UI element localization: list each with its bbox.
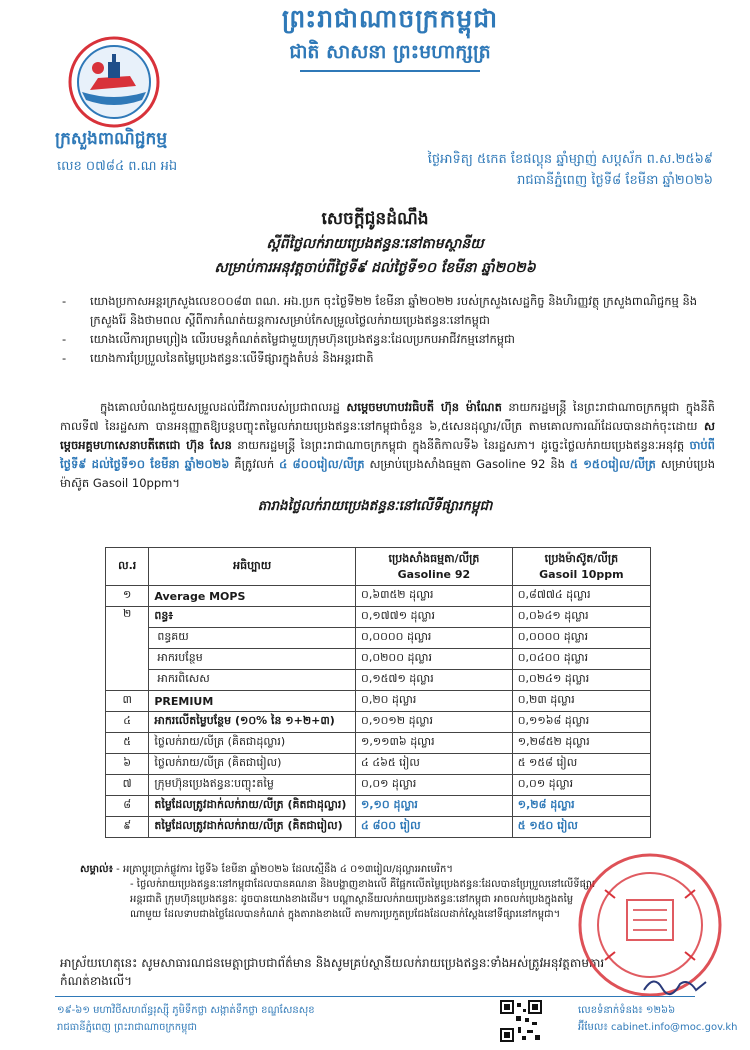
para-text: នាយករដ្ឋមន្ត្រី នៃព្រះរាជាណាចក្រកម្ពុជា ក្នុងនីតិកាលទី៦ នៃរដ្ឋសភា។ ដូច្នេះថ្លៃលក់រាយប្រេងឥន្ធនៈអនុវត្ត [231, 438, 690, 452]
reference-item: - យោងប្រកាសអន្តរក្រសួងលេខ០០៨៣ ពណ. អឯ.ប្រក ចុះថ្ងៃទី២២ ខែមីនា ឆ្នាំ២០២២ របស់ក្រសួងសេដ្ឋកិច្ច និងហិរញ្ញវត្ថុ ក្រសួងពាណិជ្ជកម្ម និងក្រសួងរ៉ែ និងថាមពល ស្តីពីការកំណត់យន្តការសម្រាប់កែសម្រួលថ្លៃលក់រាយប្រេងឥន្ធនៈនៅកម្ពុជា [60, 292, 715, 330]
row-gasoline: ០,០២០០ ដុល្លារ [356, 649, 513, 670]
notes-section [80, 862, 600, 922]
row-diesel: ០,១១៦៨ ដុល្លារ [512, 712, 650, 733]
para-period-highlight: ចាប់ពីថ្ងៃទី៩ ដល់ថ្ងៃទី១០ ខែមីនា ឆ្នាំ២០២៦ [60, 438, 715, 471]
row-desc: ពន្ធគយ [149, 628, 356, 649]
table-row [106, 649, 651, 670]
notice-subtitle-1: ស្តីពីថ្លៃលក់រាយប្រេងឥន្ធនៈនៅតាមស្ថានីយ [266, 236, 484, 252]
table-row [106, 586, 651, 607]
table-row [106, 712, 651, 733]
notice-title: សេចក្តីជូនដំណឹង [321, 209, 429, 229]
reference-list [60, 292, 715, 368]
motto-heading: ជាតិ សាសនា ព្រះមហាក្សត្រ [289, 41, 491, 63]
diesel-header-sub: Gasoil 10ppm [539, 568, 624, 581]
col-header-desc: អធិប្បាយ [149, 548, 356, 586]
lunar-date: ថ្ងៃអាទិត្យ ៥កេត ខែផល្គុន ឆ្នាំម្សាញ់ សប្តស័ក ព.ស.២៥៦៩ [427, 152, 713, 167]
price-table [105, 547, 651, 838]
row-no: ៧ [106, 775, 149, 796]
row-desc: អាករលើតម្លៃបន្ថែម (១០% នៃ ១+២+៣) [149, 712, 356, 733]
notice-subtitle-2: សម្រាប់ការអនុវត្តចាប់ពីថ្ងៃទី៩ ដល់ថ្ងៃទី១០ ខែមីនា ឆ្នាំ២០២៦ [214, 260, 536, 276]
col-header-no: ល.រ [106, 548, 149, 586]
table-row [106, 733, 651, 754]
para-text: សម្រាប់ប្រេងសាំងធម្មតា Gasoline 92 និង [364, 457, 570, 471]
footer-address-2: រាជធានីភ្នំពេញ ព្រះរាជាណាចក្រកម្ពុជា [57, 1022, 197, 1033]
notes-label: សម្គាល់៖ [80, 864, 113, 875]
row-diesel: ១,២៨៥២ ដុល្លារ [512, 733, 650, 754]
row-gasoline: ០,០១ ដុល្លារ [356, 775, 513, 796]
footer-address-1: ១៩-៦១ មហាវិថីសហព័ន្ធរុស្ស៊ី ភូមិទឹកថ្លា សង្កាត់ទឹកថ្លា ខណ្ឌសែនសុខ [57, 1005, 315, 1016]
solar-date: រាជធានីភ្នំពេញ ថ្ងៃទី៨ ខែមីនា ឆ្នាំ២០២៦ [517, 173, 713, 188]
row-desc: អាករបន្ថែម [149, 649, 356, 670]
reference-item: - យោងការប្រែប្រួលនៃតម្លៃប្រេងឥន្ធនៈលើទីផ្សារក្នុងតំបន់ និងអន្តរជាតិ [60, 349, 715, 368]
row-gasoline: ១,១១៣៦ ដុល្លារ [356, 733, 513, 754]
table-row [106, 607, 651, 628]
closing-statement: អាស្រ័យហេតុនេះ សូមសាធារណជនមេត្តាជ្រាបជាព័ត៌មាន និងសូមគ្រប់ស្ថានីយលក់រាយប្រេងឥន្ធនៈទាំងអស់ត្រូវអនុវត្តតាមការកំណត់ខាងលើ។ [60, 956, 605, 988]
row-diesel: ១,២៨ ដុល្លារ [512, 796, 650, 817]
header-divider [300, 70, 480, 72]
note-item: - ថ្លៃលក់រាយប្រេងឥន្ធនៈនៅកម្ពុជាដែលបានគណនា និងបង្ហាញខាងលើ គឺផ្អែកលើតម្លៃប្រេងឥន្ធនៈដែលបានប្រែប្រួលនៅលើទីផ្សារអន្តរជាតិ ក្រុមហ៊ុនប្រេងឥន្ធនៈ ដូចបានយោងខាងដើម។ បណ្តាស្ថានីយលក់រាយប្រេងឥន្ធនៈនៅកម្ពុជា អាចលក់ប្រេងក្នុងតម្លៃណាមួយ ដែលទាបជាងថ្លៃដែលបានកំណត់ ក្នុងតារាងខាងលើ តាមការប្រកួតប្រជែងដែលដាក់ស្តែងនៅទីផ្សារនៅកម្ពុជា។ [130, 879, 596, 920]
ministry-logo-icon [68, 36, 160, 128]
row-no: ២ [106, 607, 149, 691]
row-desc: ក្រុមហ៊ុនប្រេងឥន្ធនៈបញ្ចុះតម្លៃ [149, 775, 356, 796]
row-desc: តម្លៃដែលត្រូវដាក់លក់រាយ/លីត្រ (គិតជាដុល្លារ) [149, 796, 356, 817]
para-text: សម្រាប់ប្រេងម៉ាស៊ូត Gasoil 10ppm។ [60, 457, 715, 490]
footer-divider [55, 996, 695, 997]
announcement-paragraph [60, 398, 715, 493]
diesel-header-label: ប្រេងម៉ាស៊ូត/លីត្រ [544, 552, 619, 565]
row-gasoline: ០,២០ ដុល្លារ [356, 691, 513, 712]
row-diesel: ០,០០០០ ដុល្លារ [512, 628, 650, 649]
kingdom-heading: ព្រះរាជាណាចក្រកម្ពុជា [281, 4, 499, 33]
row-diesel: ០,០៤០០ ដុល្លារ [512, 649, 650, 670]
reference-item: - យោងលើការព្រមព្រៀង លើរបមន្តកំណត់តម្លៃជាមួយក្រុមហ៊ុនប្រេងឥន្ធនៈដែលប្រកបអាជីវកម្មនៅកម្ពុជា [60, 330, 715, 349]
row-diesel: ០,០១ ដុល្លារ [512, 775, 650, 796]
row-diesel: ៥ ១៥០ រៀល [512, 817, 650, 838]
row-gasoline: ០,១៧៧១ ដុល្លារ [356, 607, 513, 628]
table-row [106, 670, 651, 691]
para-text: នាយករដ្ឋមន្ត្រី នៃព្រះរាជាណាចក្រកម្ពុជា ក្នុងនីតិកាលទី៧ នៃរដ្ឋសភា បានអនុញ្ញាតឱ្យបន្តបញ្ចុះតម្លៃលក់រាយប្រេងឥន្ធនៈនៅកម្ពុជាចំនួន ៦,៥សេនដុល្លារ/លីត្រ តាមគោលការណ៍ដែលបានដាក់ចុះដោយ [60, 400, 715, 433]
row-no: ៨ [106, 796, 149, 817]
footer-email[interactable]: អ៊ីមែល៖ cabinet.info@moc.gov.kh [578, 1022, 738, 1033]
row-desc: អាករពិសេស [149, 670, 356, 691]
para-gasoline-price: ៤ ៨០០រៀល/លីត្រ [279, 457, 365, 471]
row-diesel: ០,០៦៤១ ដុល្លារ [512, 607, 650, 628]
row-no: ៦ [106, 754, 149, 775]
qr-code-icon [500, 1000, 542, 1042]
row-no: ៣ [106, 691, 149, 712]
row-diesel: ០,២៣ ដុល្លារ [512, 691, 650, 712]
row-no: ៤ [106, 712, 149, 733]
para-diesel-price: ៥ ១៥០រៀល/លីត្រ [569, 457, 656, 471]
row-no: ១ [106, 586, 149, 607]
row-gasoline: ៤ ៨០០ រៀល [356, 817, 513, 838]
table-row [106, 817, 651, 838]
row-gasoline: ៤ ៤៦៥ រៀល [356, 754, 513, 775]
table-row [106, 775, 651, 796]
ministry-name: ក្រសួងពាណិជ្ជកម្ម [55, 129, 168, 149]
row-gasoline: ០,១៥៧១ ដុល្លារ [356, 670, 513, 691]
row-desc: តម្លៃដែលត្រូវដាក់លក់រាយ/លីត្រ (គិតជារៀល) [149, 817, 356, 838]
row-gasoline: ០,១០១២ ដុល្លារ [356, 712, 513, 733]
para-text: ក្នុងគោលបំណងជួយសម្រួលដល់ជីវភាពរបស់ប្រជាពលរដ្ឋ [100, 400, 347, 414]
row-diesel: ៥ ១៥៨ រៀល [512, 754, 650, 775]
row-desc: ថ្លៃលក់រាយ/លីត្រ (គិតជាដុល្លារ) [149, 733, 356, 754]
signature-icon [640, 972, 710, 998]
row-desc: ពន្ធ៖ [149, 607, 356, 628]
row-desc: Average MOPS [149, 586, 356, 607]
reference-number: លេខ ០៧៨៤ ព.ណ អឯ [57, 159, 178, 174]
gasoline-header-sub: Gasoline 92 [397, 568, 471, 581]
row-desc: ថ្លៃលក់រាយ/លីត្រ (គិតជារៀល) [149, 754, 356, 775]
row-diesel: ០,៨៧៧៤ ដុល្លារ [512, 586, 650, 607]
row-diesel: ០,០២៤១ ដុល្លារ [512, 670, 650, 691]
col-header-gasoline [356, 548, 513, 586]
table-row [106, 628, 651, 649]
row-gasoline: ០,៦៣៥២ ដុល្លារ [356, 586, 513, 607]
row-gasoline: ១,១០ ដុល្លារ [356, 796, 513, 817]
table-row [106, 754, 651, 775]
footer-hotline: លេខទំនាក់ទំនង៖ ១២៦៦ [578, 1005, 676, 1016]
row-gasoline: ០,០០០០ ដុល្លារ [356, 628, 513, 649]
para-text: គឺត្រូវលក់ [229, 457, 280, 471]
col-header-diesel [512, 548, 650, 586]
note-item: - អត្រាប្តូរប្រាក់ផ្លូវការ ថ្ងៃទី៦ ខែមីនា ឆ្នាំ២០២៦ ដែលស្មើនឹង ៤ ០១៣រៀល/ដុល្លារអាមេរិក។ [116, 864, 453, 875]
gasoline-header-label: ប្រេងសាំងធម្មតា/លីត្រ [388, 552, 480, 565]
price-table-title: តារាងថ្លៃលក់រាយប្រេងឥន្ធនៈនៅលើទីផ្សារកម្ពុជា [257, 498, 493, 514]
row-desc: PREMIUM [149, 691, 356, 712]
table-row [106, 796, 651, 817]
para-name-bold: សម្តេចអគ្គមហាសេនាបតីតេជោ ហ៊ុន សែន [60, 419, 715, 452]
row-no: ៥ [106, 733, 149, 754]
table-row [106, 691, 651, 712]
row-no: ៩ [106, 817, 149, 838]
para-name-bold: សម្តេចមហាបវរធិបតី ហ៊ុន ម៉ាណែត [346, 400, 502, 414]
